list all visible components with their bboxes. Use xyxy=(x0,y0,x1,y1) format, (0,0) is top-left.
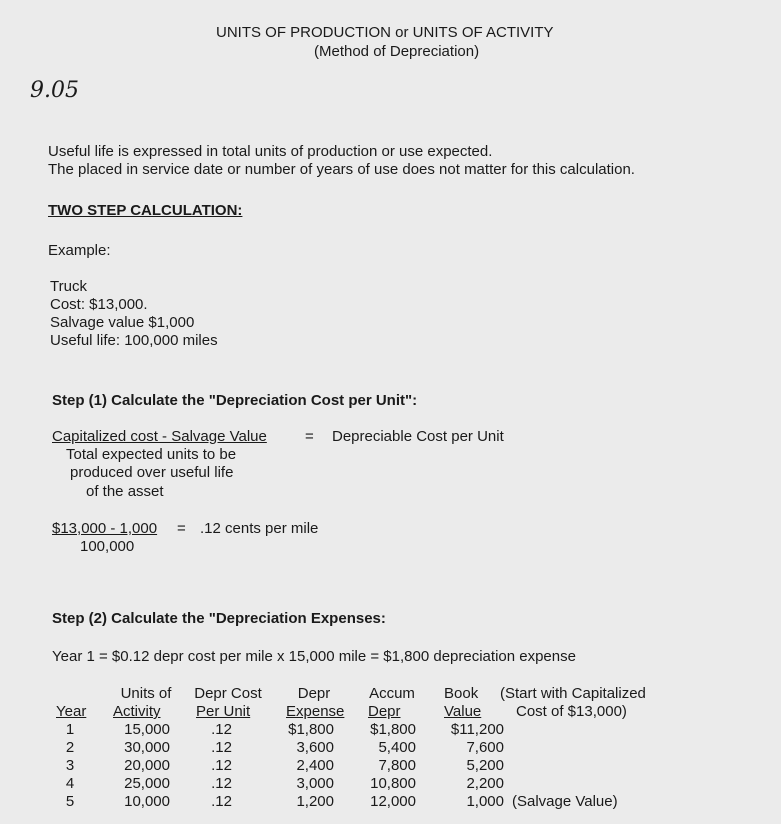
header-expense-bottom: Expense xyxy=(286,703,345,720)
page-title: UNITS OF PRODUCTION or UNITS OF ACTIVITY xyxy=(216,24,554,41)
formula-denominator-1: Total expected units to be xyxy=(66,446,237,463)
example-useful-life: Useful life: 100,000 miles xyxy=(50,332,218,349)
cell-accum: 10,800 xyxy=(370,775,416,792)
formula-result: Depreciable Cost per Unit xyxy=(332,428,504,445)
formula-denominator-2: produced over useful life xyxy=(70,464,234,481)
example-salvage: Salvage value $1,000 xyxy=(50,314,195,331)
header-book-bottom: Value xyxy=(444,703,482,720)
header-book-top: Book xyxy=(444,685,479,702)
formula-numerator: Capitalized cost - Salvage Value xyxy=(52,428,267,445)
header-accum-top: Accum xyxy=(369,685,415,702)
cell-book: 5,200 xyxy=(466,757,504,774)
cell-expense: 2,400 xyxy=(296,757,334,774)
cell-expense: $1,800 xyxy=(288,721,334,738)
cell-rate: .12 xyxy=(211,739,232,756)
cell-book: 1,000 xyxy=(466,793,504,810)
cell-note: (Salvage Value) xyxy=(512,793,618,810)
page-subtitle: (Method of Depreciation) xyxy=(314,43,480,60)
cell-rate: .12 xyxy=(211,757,232,774)
header-rate-top: Depr Cost xyxy=(194,685,262,702)
header-units-bottom: Activity xyxy=(113,703,161,720)
section-heading: TWO STEP CALCULATION: xyxy=(48,202,243,219)
handwritten-note: 9.05 xyxy=(30,78,79,103)
cell-year: 2 xyxy=(65,739,75,756)
cell-year: 3 xyxy=(65,757,75,774)
example-cost: Cost: $13,000. xyxy=(50,296,148,313)
header-year: Year xyxy=(56,703,87,720)
example-asset: Truck xyxy=(50,278,87,295)
cell-rate: .12 xyxy=(211,775,232,792)
intro-line-1: Useful life is expressed in total units of production or use expected. xyxy=(48,143,493,160)
calc-numerator: $13,000 - 1,000 xyxy=(52,520,158,537)
cell-rate: .12 xyxy=(211,721,232,738)
cell-rate: .12 xyxy=(211,793,232,810)
formula-equals: = xyxy=(305,428,314,445)
calc-result: .12 cents per mile xyxy=(200,520,319,537)
cell-units: 30,000 xyxy=(124,739,170,756)
header-units-top: Units of xyxy=(120,685,172,702)
step1-heading: Step (1) Calculate the "Depreciation Cost per Unit": xyxy=(52,392,418,409)
cell-year: 5 xyxy=(65,793,75,810)
table-note-2: Cost of $13,000) xyxy=(516,703,627,720)
cell-expense: 1,200 xyxy=(296,793,334,810)
step2-heading: Step (2) Calculate the "Depreciation Expenses: xyxy=(52,610,386,627)
table-note-1: (Start with Capitalized xyxy=(500,685,646,702)
calc-denominator: 100,000 xyxy=(80,538,135,555)
cell-expense: 3,600 xyxy=(296,739,334,756)
cell-units: 20,000 xyxy=(124,757,170,774)
cell-book: 7,600 xyxy=(466,739,504,756)
cell-units: 10,000 xyxy=(124,793,170,810)
cell-expense: 3,000 xyxy=(296,775,334,792)
cell-book: 2,200 xyxy=(466,775,504,792)
example-label: Example: xyxy=(48,242,111,259)
intro-line-2: The placed in service date or number of years of use does not matter for this calculation. xyxy=(48,161,635,178)
year1-calculation: Year 1 = $0.12 depr cost per mile x 15,000 mile = $1,800 depreciation expense xyxy=(52,648,576,665)
cell-book: $11,200 xyxy=(450,721,504,738)
cell-units: 15,000 xyxy=(124,721,170,738)
cell-accum: $1,800 xyxy=(370,721,416,738)
header-expense-top: Depr xyxy=(297,685,331,702)
header-rate-bottom: Per Unit xyxy=(196,703,251,720)
calc-equals: = xyxy=(177,520,186,537)
header-accum-bottom: Depr xyxy=(368,703,401,720)
cell-accum: 7,800 xyxy=(378,757,416,774)
cell-accum: 12,000 xyxy=(370,793,416,810)
cell-year: 4 xyxy=(65,775,75,792)
formula-denominator-3: of the asset xyxy=(86,483,164,500)
cell-year: 1 xyxy=(65,721,75,738)
cell-accum: 5,400 xyxy=(378,739,416,756)
cell-units: 25,000 xyxy=(124,775,170,792)
